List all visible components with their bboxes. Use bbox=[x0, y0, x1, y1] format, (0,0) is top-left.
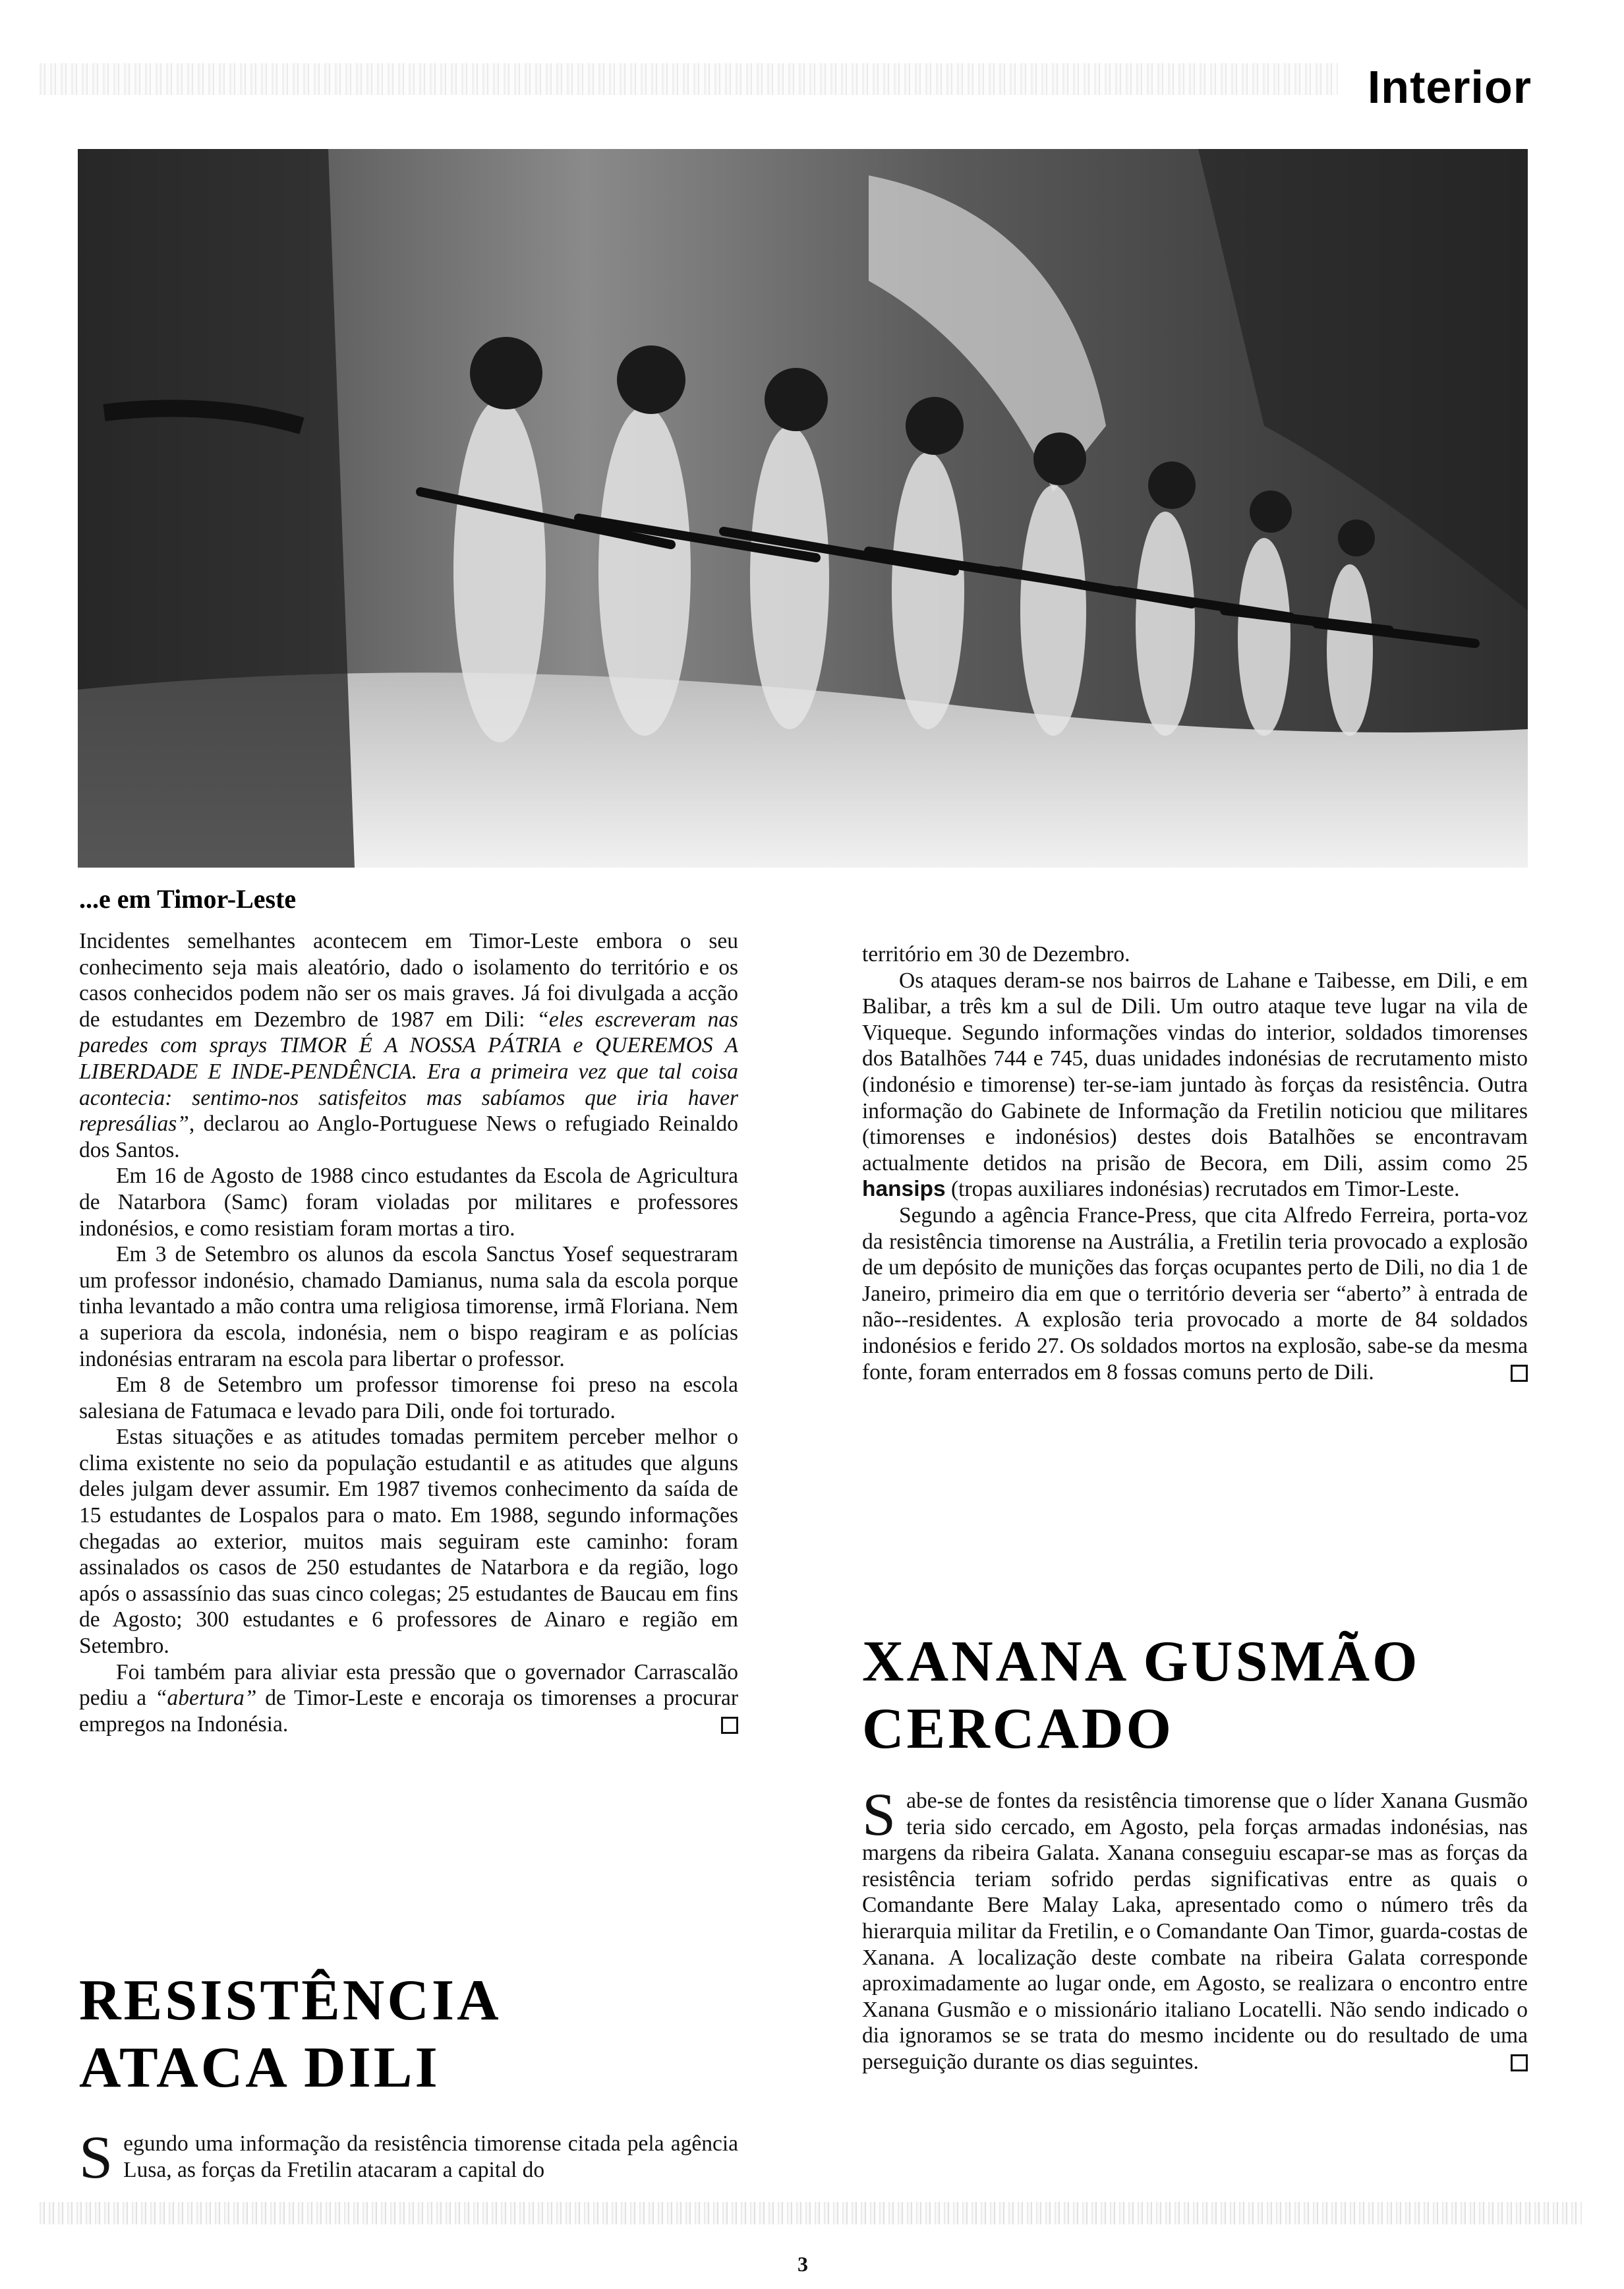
headline-line: ATACA DILI bbox=[79, 2036, 440, 2100]
headline-line: RESISTÊNCIA bbox=[79, 1969, 502, 2033]
article-resistencia-continued bbox=[862, 941, 1528, 1385]
photo-armed-group bbox=[78, 149, 1528, 868]
paragraph: Estas situações e as atitudes tomadas permitem perceber melhor o clima existente no seio da população estudantil e as atitudes que alguns deles julgam dever assumir. Em 1987 tivemos conhecimento da saída de 15 estudantes de Lospalos para o mato. Em 1988, segundo informações chegadas ao exterior, muitos mais seguiram este caminho: foram assinalados os casos de 250 estudantes de Natarbora e da região, logo após o assassínio das suas cinco colegas; 25 estudantes de Baucau em fins de Agosto; 300 estudantes e 6 professores de Ainaro e região em Setembro. bbox=[79, 1425, 738, 1659]
photo-caption: ...e em Timor-Leste bbox=[79, 884, 297, 914]
paragraph bbox=[862, 968, 1528, 1203]
page-number: 3 bbox=[798, 2252, 808, 2276]
end-mark-icon bbox=[1511, 2054, 1528, 2071]
paragraph: território em 30 de Dezembro. bbox=[862, 942, 1130, 966]
paragraph-text: Segundo a agência France-Press, que cita Alfredo Ferreira, porta-voz da resistência timorense na Austrália, a Fretilin teria provocado a explosão de um depósito de munições das forças ocupantes perto de Dili, no dia 1 de Janeiro, primeiro dia em que o território deveria ser “aberto” à entrada de não--residentes. A explosão teria provocado a morte de 84 soldados indonésios e ferido 27. Os soldados mortos na explosão, sabe-se da mesma fonte, foram enterrados em 8 fossas comuns perto de Dili. bbox=[862, 1203, 1528, 1384]
photo-icon bbox=[78, 149, 1528, 868]
paragraph-text: Incidentes semelhantes acontecem em Timor-Leste embora o seu conhecimento seja mais aleatório, dado o isolamento do território e os casos conhecidos podem não ser os mais graves. Já foi divulgada a acção de estudantes em Dezembro de 1987 em Dili: bbox=[79, 929, 738, 1032]
drop-cap: S bbox=[79, 2124, 113, 2191]
paragraph bbox=[862, 1781, 1528, 2075]
bold-term: hansips bbox=[862, 1177, 946, 1202]
footer-texture-band bbox=[40, 2202, 1582, 2224]
paragraph-text: de Timor-Leste e encoraja os timorenses a procurar empregos na Indonésia. bbox=[79, 1686, 738, 1737]
paragraph: Em 3 de Setembro os alunos da escola Sanctus Yosef sequestraram um professor indonésio, chamado Damianus, numa sala da escola porque tinha levantado a mão contra uma religiosa timorense, irmã Floriana. Nem a superiora da escola, indonésia, nem o bispo reagiram e as polícias indonésias entraram na escola para libertar o professor. bbox=[79, 1242, 738, 1371]
quote-text: “eles escreveram nas paredes com sprays TIMOR É A NOSSA PÁTRIA e QUEREMOS A LIBERDADE E INDE-PENDÊNCIA. Era a primeira vez que tal coisa acontecia: sentimo-nos satisfeitos mas sabíamos que iria haver represálias” bbox=[79, 1007, 738, 1137]
drop-cap: S bbox=[862, 1781, 896, 1848]
paragraph-text: , declarou ao Anglo-Portuguese News o refugiado Reinaldo dos Santos. bbox=[79, 1112, 738, 1162]
article-resistencia-intro bbox=[79, 2124, 738, 2191]
end-mark-icon bbox=[1511, 1365, 1528, 1382]
paragraph bbox=[79, 2124, 738, 2191]
paragraph bbox=[79, 1659, 738, 1738]
quote-text: “abertura” bbox=[154, 1686, 257, 1711]
paragraph bbox=[862, 1203, 1528, 1385]
paragraph-text: (tropas auxiliares indonésias) recrutados em Timor-Leste. bbox=[945, 1177, 1460, 1202]
paragraph-text: Foi também para aliviar esta pressão que o governador Carrascalão pediu a bbox=[79, 1659, 738, 1711]
paragraph-text: abe-se de fontes da resistência timorense que o líder Xanana Gusmão teria sido cercado, em Agosto, pela forças armadas indonésias, nas margens da ribeira Galata. Xanana conseguiu escapar-se mas as forças da resistência teriam sofrido perdas significativas entre as quais o Comandante Bere Malay Laka, apresentado como o número três da hierarquia militar da Fretilin, e o Comandante Oan Timor, guarda-costas de Xanana. A localização deste combate na ribeira Galata corresponde aproximadamente ao lugar onde, em Agosto, se realizara o encontro entre Xanana Gusmão e o missionário italiano Locatelli. Não sendo indicado o dia ignoramos se se trata do mesmo incidente ou do resultado de uma perseguição durante os dias seguintes. bbox=[862, 1789, 1528, 2074]
paragraph: Em 8 de Setembro um professor timorense foi preso na escola salesiana de Fatumaca e levado para Dili, onde foi torturado. bbox=[79, 1373, 738, 1423]
headline-line: CERCADO bbox=[862, 1697, 1174, 1761]
paragraph-text: Os ataques deram-se nos bairros de Lahane e Taibesse, em Dili, e em Balibar, a três km a sul de Dili. Um outro ataque teve lugar na vila de Viqueque. Segundo informações vindas do interior, soldados timorenses dos Batalhões 744 e 745, duas unidades indonésias de recrutamento misto (indonésio e timorense) ter-se-iam juntado às forças da resistência. Outra informação do Gabinete de Informação da Fretilin noticiou que militares (timorenses e indonésios) destes dois Batalhões se encontravam actualmente detidos na prisão de Becora, em Dili, assim como 25 bbox=[862, 968, 1528, 1175]
end-mark-icon bbox=[721, 1717, 738, 1734]
headline-xanana bbox=[862, 1628, 1521, 1763]
paragraph-text: egundo uma informação da resistência timorense citada pela agência Lusa, as forças da Fretilin atacaram a capital do bbox=[123, 2131, 738, 2182]
paragraph: Em 16 de Agosto de 1988 cinco estudantes da Escola de Agricultura de Natarbora (Samc) foram violadas por militares e professores indonésios, e como resistiam foram mortas a tiro. bbox=[79, 1164, 738, 1241]
paragraph bbox=[79, 928, 738, 1163]
section-label: Interior bbox=[1360, 61, 1532, 113]
article-students-column bbox=[79, 928, 738, 1737]
article-xanana-body bbox=[862, 1781, 1528, 2075]
headline-resistencia bbox=[79, 1967, 738, 2102]
header-texture-band bbox=[40, 63, 1338, 95]
headline-line: XANANA GUSMÃO bbox=[862, 1630, 1420, 1694]
